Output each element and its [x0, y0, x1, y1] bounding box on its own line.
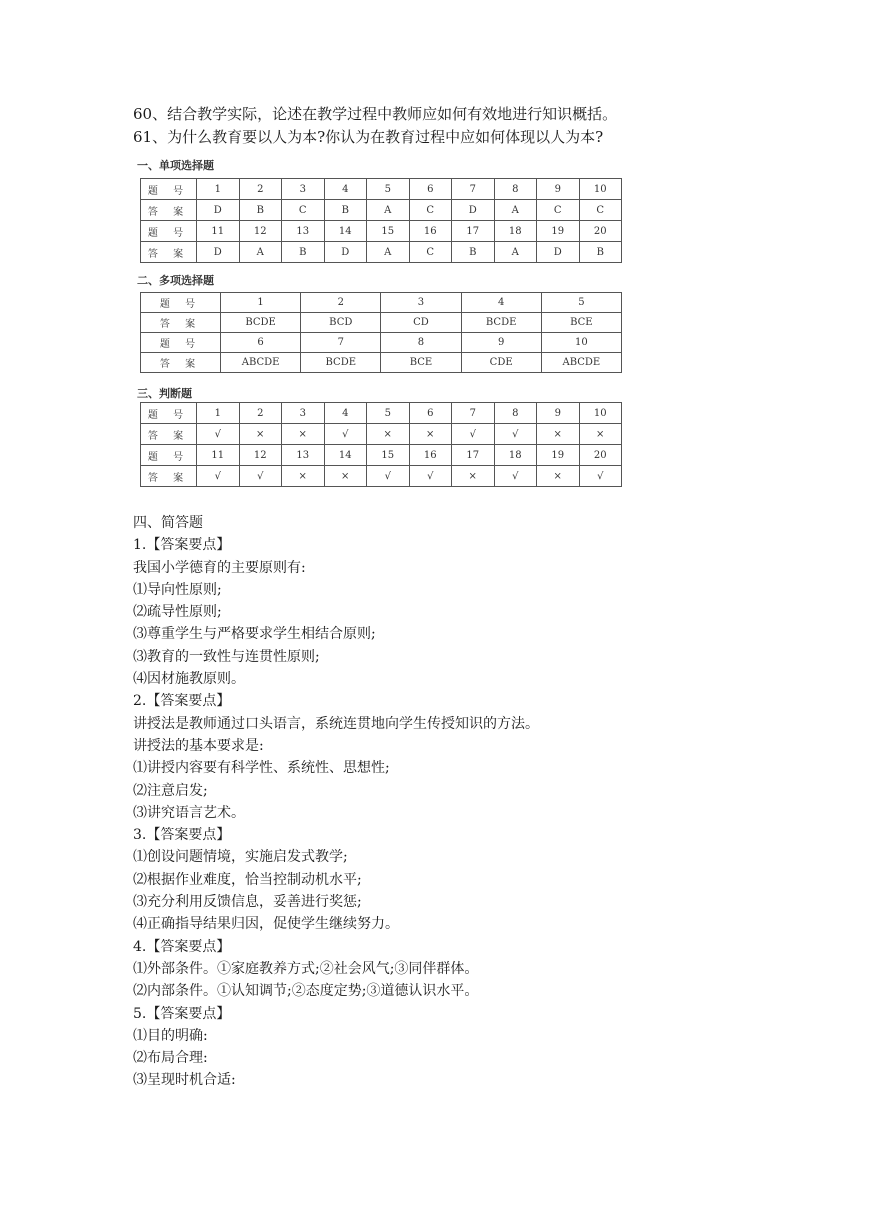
cell: √ — [452, 424, 495, 445]
cell: C — [409, 242, 452, 263]
cell: 17 — [452, 445, 495, 466]
cell: A — [367, 200, 410, 221]
section-title-multiple-choice: 二、多项选择题 — [137, 274, 214, 287]
cell: 10 — [579, 403, 622, 424]
cell: D — [537, 242, 580, 263]
cell: × — [409, 424, 452, 445]
text-line: ⑵根据作业难度，恰当控制动机水平; — [133, 871, 362, 888]
cell: × — [282, 424, 325, 445]
cell: √ — [494, 466, 537, 487]
question-61: 61、为什么教育要以人为本?你认为在教育过程中应如何体现以人为本? — [133, 128, 604, 146]
cell: 8 — [494, 179, 537, 200]
cell: 17 — [452, 221, 495, 242]
cell: 7 — [301, 333, 381, 353]
cell: ABCDE — [221, 353, 301, 373]
cell: 9 — [461, 333, 541, 353]
cell: 5 — [541, 293, 621, 313]
cell: BCDE — [221, 313, 301, 333]
section-title-true-false: 三、判断题 — [137, 387, 192, 400]
text-line: ⑷正确指导结果归因，促使学生继续努力。 — [133, 916, 399, 933]
table-row — [141, 403, 622, 424]
cell: 2 — [239, 179, 282, 200]
cell: 1 — [197, 403, 240, 424]
table-row — [141, 293, 622, 313]
cell: 1 — [221, 293, 301, 313]
cell: √ — [494, 424, 537, 445]
cell: √ — [197, 466, 240, 487]
row-label: 题 号 — [141, 179, 197, 200]
cell: BCE — [541, 313, 621, 333]
text-line: ⑵内部条件。①认知调节;②态度定势;③道德认识水平。 — [133, 983, 479, 1000]
cell: 3 — [381, 293, 461, 313]
cell: C — [282, 200, 325, 221]
row-label: 答 案 — [141, 466, 197, 487]
cell: 7 — [452, 403, 495, 424]
cell: B — [324, 200, 367, 221]
cell: C — [537, 200, 580, 221]
table-row — [141, 179, 622, 200]
cell: 15 — [367, 221, 410, 242]
cell: 2 — [239, 403, 282, 424]
short-answer-section — [133, 512, 539, 1092]
cell: 5 — [367, 179, 410, 200]
cell: 19 — [537, 445, 580, 466]
cell: 3 — [282, 403, 325, 424]
multiple-choice-answer-table — [140, 292, 622, 373]
cell: × — [452, 466, 495, 487]
table-row — [141, 353, 622, 373]
cell: BCDE — [301, 353, 381, 373]
answer-heading: 4.【答案要点】 — [133, 938, 231, 955]
cell: 12 — [239, 445, 282, 466]
cell: 11 — [197, 221, 240, 242]
cell: D — [452, 200, 495, 221]
cell: 6 — [409, 403, 452, 424]
answer-heading: 1.【答案要点】 — [133, 537, 231, 554]
cell: × — [579, 424, 622, 445]
text-line: ⑵疏导性原则; — [133, 604, 222, 621]
cell: √ — [409, 466, 452, 487]
row-label: 题 号 — [141, 403, 197, 424]
answer-heading: 5.【答案要点】 — [133, 1005, 231, 1022]
single-choice-answer-table — [140, 178, 622, 263]
row-label: 题 号 — [141, 221, 197, 242]
cell: BCE — [381, 353, 461, 373]
cell: A — [494, 200, 537, 221]
answer-heading: 2.【答案要点】 — [133, 693, 231, 710]
cell: 13 — [282, 445, 325, 466]
cell: 4 — [461, 293, 541, 313]
row-label: 答 案 — [141, 353, 221, 373]
cell: B — [452, 242, 495, 263]
cell: 8 — [381, 333, 461, 353]
cell: 5 — [367, 403, 410, 424]
text-line: ⑶教育的一致性与连贯性原则; — [133, 648, 320, 665]
cell: 15 — [367, 445, 410, 466]
cell: 10 — [579, 179, 622, 200]
row-label: 答 案 — [141, 424, 197, 445]
cell: ABCDE — [541, 353, 621, 373]
cell: 18 — [494, 221, 537, 242]
table-row — [141, 445, 622, 466]
row-label: 题 号 — [141, 333, 221, 353]
text-line: 讲授法的基本要求是: — [133, 737, 264, 754]
true-false-answer-table — [140, 402, 622, 487]
cell: 6 — [221, 333, 301, 353]
cell: A — [239, 242, 282, 263]
text-line: ⑴目的明确: — [133, 1027, 208, 1044]
cell: CDE — [461, 353, 541, 373]
row-label: 题 号 — [141, 445, 197, 466]
cell: 18 — [494, 445, 537, 466]
cell: D — [324, 242, 367, 263]
table-row — [141, 424, 622, 445]
cell: √ — [197, 424, 240, 445]
text-line: ⑵布局合理: — [133, 1050, 208, 1067]
answer-key-scan — [133, 153, 627, 498]
cell: × — [282, 466, 325, 487]
cell: BCDE — [461, 313, 541, 333]
cell: × — [367, 424, 410, 445]
table-row — [141, 200, 622, 221]
cell: 14 — [324, 221, 367, 242]
cell: B — [282, 242, 325, 263]
cell: 3 — [282, 179, 325, 200]
cell: 1 — [197, 179, 240, 200]
cell: CD — [381, 313, 461, 333]
cell: 9 — [537, 179, 580, 200]
text-line: ⑴外部条件。①家庭教养方式;②社会风气;③同伴群体。 — [133, 960, 479, 977]
text-line: ⑶尊重学生与严格要求学生相结合原则; — [133, 626, 376, 643]
text-line: ⑴创设问题情境，实施启发式教学; — [133, 849, 348, 866]
cell: 16 — [409, 445, 452, 466]
text-line: ⑴讲授内容要有科学性、系统性、思想性; — [133, 760, 390, 777]
cell: C — [579, 200, 622, 221]
cell: A — [367, 242, 410, 263]
cell: √ — [579, 466, 622, 487]
cell: 11 — [197, 445, 240, 466]
cell: 16 — [409, 221, 452, 242]
cell: 14 — [324, 445, 367, 466]
cell: 20 — [579, 221, 622, 242]
text-line: ⑶呈现时机合适: — [133, 1072, 236, 1089]
answer-heading: 3.【答案要点】 — [133, 827, 231, 844]
cell: √ — [324, 424, 367, 445]
cell: B — [239, 200, 282, 221]
cell: 20 — [579, 445, 622, 466]
cell: 7 — [452, 179, 495, 200]
cell: 4 — [324, 179, 367, 200]
cell: 9 — [537, 403, 580, 424]
section-heading: 四、简答题 — [133, 515, 203, 531]
table-row — [141, 466, 622, 487]
row-label: 题 号 — [141, 293, 221, 313]
cell: 2 — [301, 293, 381, 313]
cell: × — [537, 466, 580, 487]
cell: 4 — [324, 403, 367, 424]
text-line: ⑴导向性原则; — [133, 581, 222, 598]
question-60: 60、结合教学实际，论述在教学过程中教师应如何有效地进行知识概括。 — [133, 105, 618, 123]
cell: D — [197, 242, 240, 263]
cell: 19 — [537, 221, 580, 242]
cell: 10 — [541, 333, 621, 353]
cell: √ — [239, 466, 282, 487]
text-line: 我国小学德育的主要原则有: — [133, 559, 306, 576]
cell: × — [537, 424, 580, 445]
cell: × — [239, 424, 282, 445]
cell: D — [197, 200, 240, 221]
text-line: ⑷因材施教原则。 — [133, 671, 245, 688]
row-label: 答 案 — [141, 200, 197, 221]
cell: A — [494, 242, 537, 263]
section-title-single-choice: 一、单项选择题 — [137, 159, 214, 172]
text-line: ⑶充分利用反馈信息，妥善进行奖惩; — [133, 894, 362, 911]
table-row — [141, 333, 622, 353]
text-line: ⑶讲究语言艺术。 — [133, 804, 245, 821]
cell: 8 — [494, 403, 537, 424]
cell: C — [409, 200, 452, 221]
cell: × — [324, 466, 367, 487]
table-row — [141, 242, 622, 263]
cell: 13 — [282, 221, 325, 242]
cell: BCD — [301, 313, 381, 333]
cell: √ — [367, 466, 410, 487]
row-label: 答 案 — [141, 242, 197, 263]
cell: 6 — [409, 179, 452, 200]
row-label: 答 案 — [141, 313, 221, 333]
text-line: ⑵注意启发; — [133, 782, 208, 799]
cell: B — [579, 242, 622, 263]
table-row — [141, 221, 622, 242]
cell: 12 — [239, 221, 282, 242]
table-row — [141, 313, 622, 333]
text-line: 讲授法是教师通过口头语言，系统连贯地向学生传授知识的方法。 — [133, 715, 539, 732]
